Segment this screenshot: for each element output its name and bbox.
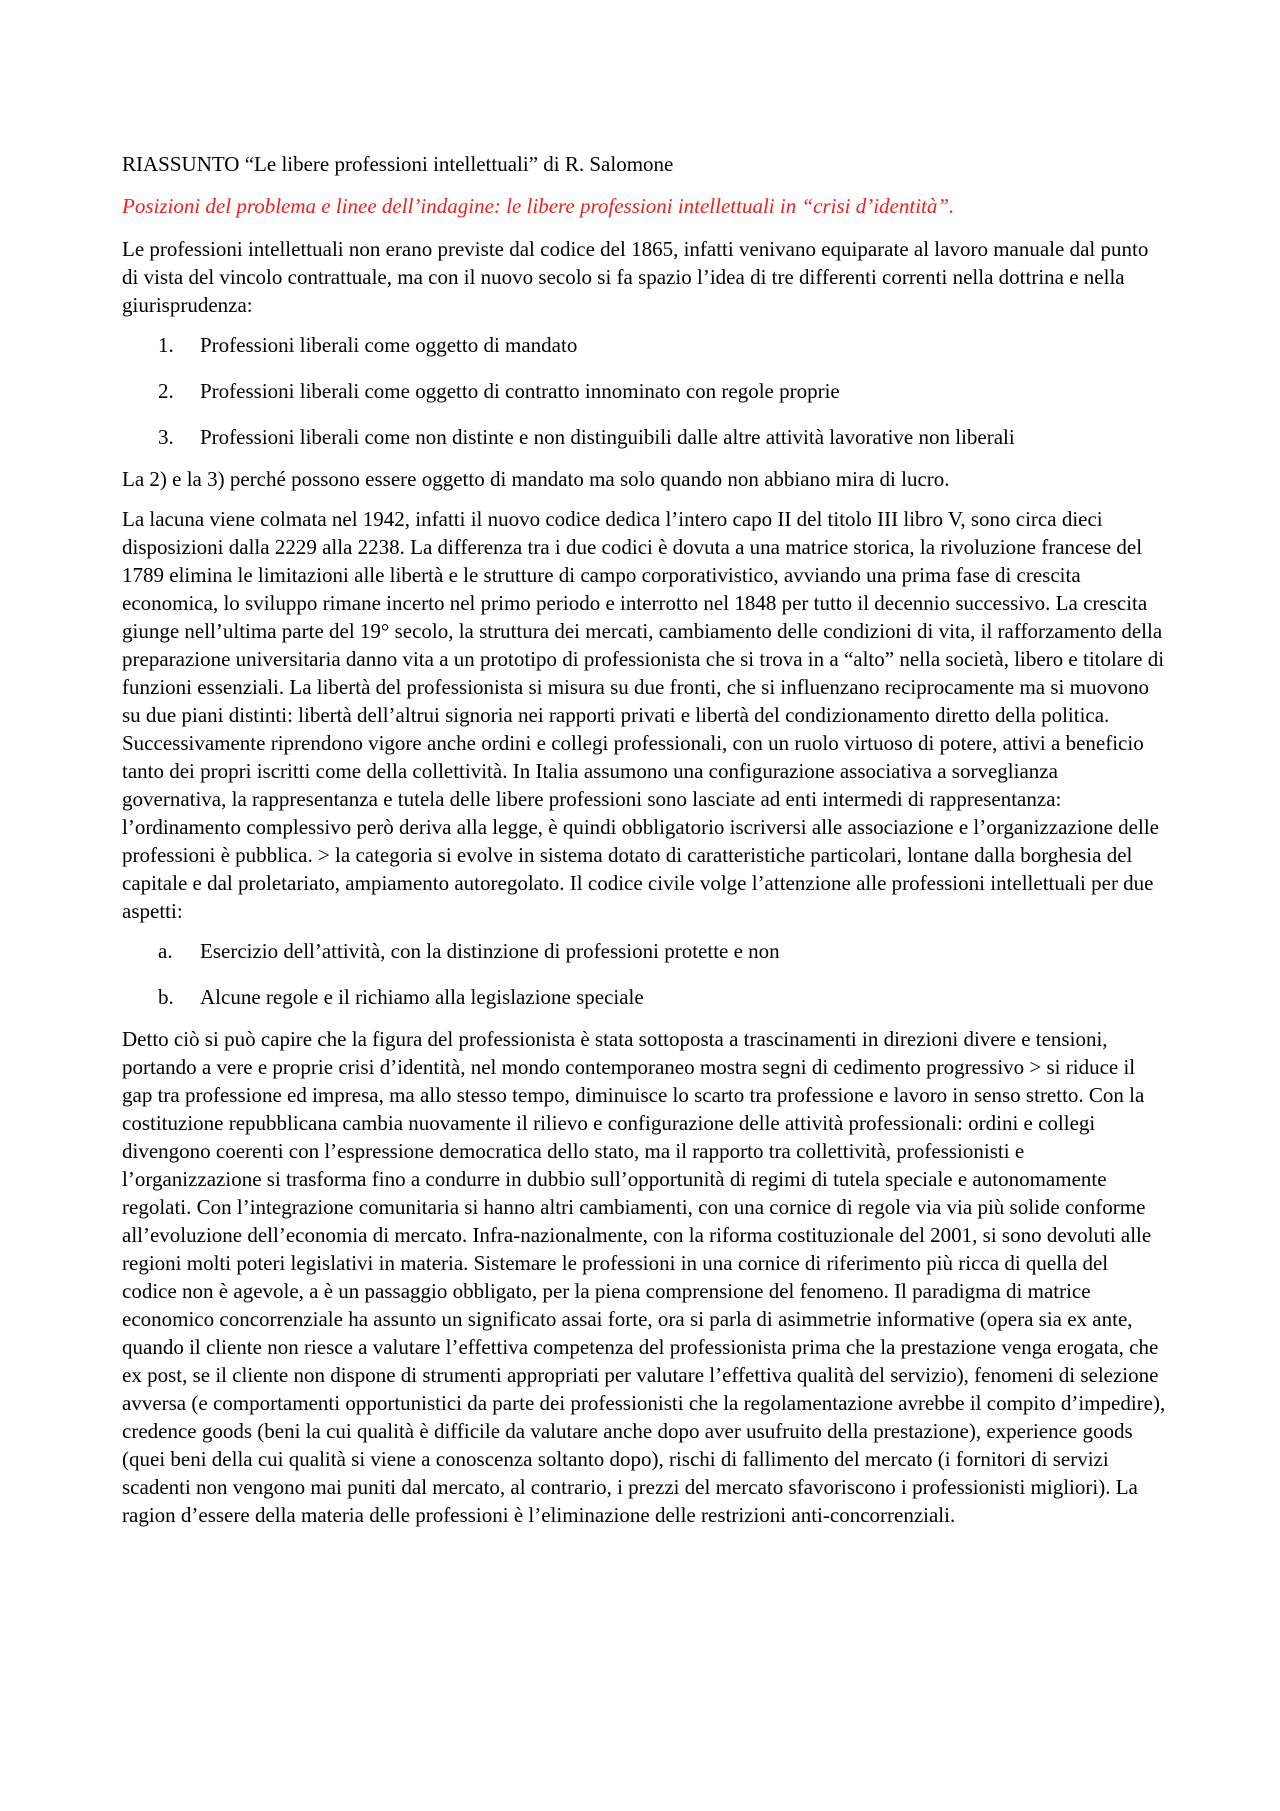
list-item: [122, 937, 1167, 965]
list-item: [122, 331, 1167, 359]
paragraph-history: La lacuna viene colmata nel 1942, infatti il nuovo codice dedica l’intero capo II del titolo III libro V, sono circa dieci disposizioni dalla 2229 alla 2238. La differenza tra i due codici è dovuta a una matrice storica, la rivoluzione francese del 1789 elimina le limitazioni alle libertà e le strutture di campo corporativistico, avviando una prima fase di crescita economica, lo sviluppo rimane incerto nel primo periodo e interrotto nel 1848 per tutto il decennio successivo. La crescita giunge nell’ultima parte del 19° secolo, la struttura dei mercati, cambiamento delle condizioni di vita, il rafforzamento della preparazione universitaria danno vita a un prototipo di professionista che si trova in a “alto” nella società, libero e titolare di funzioni essenziali. La libertà del professionista si misura su due fronti, che si influenzano reciprocamente ma si muovono su due piani distinti: libertà dell’altrui signoria nei rapporti privati e libertà del condizionamento diretto della politica. Successivamente riprendono vigore anche ordini e collegi professionali, con un ruolo virtuoso di potere, attivi a beneficio tanto dei propri iscritti come della collettività. In Italia assumono una configurazione associativa a sorveglianza governativa, la rappresentanza e tutela delle libere professioni sono lasciate ad enti intermedi di rappresentanza: l’ordinamento complessivo però deriva alla legge, è quindi obbligatorio iscriversi alle associazione e l’organizzazione delle professioni è pubblica. > la categoria si evolve in sistema dotato di caratteristiche particolari, lontane dalla borghesia del capitale e dal proletariato, ampiamento autoregolato. Il codice civile volge l’attenzione alle professioni intellettuali per due aspetti:: [122, 507, 1165, 923]
list-marker: a.: [158, 939, 173, 963]
list-item-text: Professioni liberali come oggetto di mandato: [200, 333, 578, 357]
list-item-text: Professioni liberali come oggetto di contratto innominato con regole proprie: [200, 379, 840, 403]
list-marker: 2.: [158, 379, 174, 403]
section-heading: Posizioni del problema e linee dell’indagine: le libere professioni intellettuali in “crisi d’identità”.: [122, 194, 955, 218]
document-page: [122, 150, 1167, 1541]
document-title: RIASSUNTO “Le libere professioni intellettuali” di R. Salomone: [122, 152, 674, 176]
list-marker: b.: [158, 985, 174, 1009]
list-item-text: Esercizio dell’attività, con la distinzione di professioni protette e non: [200, 939, 780, 963]
lettered-list: [122, 937, 1167, 1011]
list-marker: 1.: [158, 333, 174, 357]
list-item: [122, 983, 1167, 1011]
paragraph-conclusion: Detto ciò si può capire che la figura del professionista è stata sottoposta a trascinamenti in direzioni divere e tensioni, portando a vere e proprie crisi d’identità, nel mondo contemporaneo mostra segni di cedimento progressivo > si riduce il gap tra professione ed impresa, ma allo stesso tempo, diminuisce lo scarto tra professione e lavoro in senso stretto. Con la costituzione repubblicana cambia nuovamente il rilievo e configurazione delle attività professionali: ordini e collegi divengono coerenti con l’espressione democratica dello stato, ma il rapporto tra collettività, professionisti e l’organizzazione si trasforma fino a condurre in dubbio sull’opportunità di regimi di tutela speciale e autonomamente regolati. Con l’integrazione comunitaria si hanno altri cambiamenti, con una cornice di regole via via più solide conforme all’evoluzione dell’economia di mercato. Infra-nazionalmente, con la riforma costituzionale del 2001, si sono devoluti alle regioni molti poteri legislativi in materia. Sistemare le professioni in una cornice di riferimento più ricca di quella del codice non è agevole, a è un passaggio obbligato, per la piena comprensione del fenomeno. Il paradigma di matrice economico concorrenziale ha assunto un significato assai forte, ora si parla di asimmetrie informative (opera sia ex ante, quando il cliente non riesce a valutare l’effettiva competenza del professionista prima che la prestazione venga erogata, che ex post, se il cliente non dispone di strumenti appropriati per valutare l’effettiva qualità del servizio), fenomeni di selezione avversa (e comportamenti opportunistici da parte dei professionisti che la regolamentazione avrebbe il compito d’impedire), credence goods (beni la cui qualità è difficile da valutare anche dopo aver usufruito della prestazione), experience goods (quei beni della cui qualità si viene a conoscenza soltanto dopo), rischi di fallimento del mercato (i fornitori di servizi scadenti non vengono mai puniti dal mercato, al contrario, i prezzi del mercato sfavoriscono i professionisti migliori). La ragion d’essere della materia delle professioni è l’eliminazione delle restrizioni anti-concorrenziali.: [122, 1027, 1166, 1527]
list-marker: 3.: [158, 425, 174, 449]
paragraph-note: La 2) e la 3) perché possono essere oggetto di mandato ma solo quando non abbiano mira di lucro.: [122, 467, 950, 491]
list-item-text: Alcune regole e il richiamo alla legislazione speciale: [200, 985, 644, 1009]
numbered-list: [122, 331, 1167, 451]
list-item: [122, 377, 1167, 405]
list-item: [122, 423, 1167, 451]
paragraph-intro: Le professioni intellettuali non erano previste dal codice del 1865, infatti venivano equiparate al lavoro manuale dal punto di vista del vincolo contrattuale, ma con il nuovo secolo si fa spazio l’idea di tre differenti correnti nella dottrina e nella giurisprudenza:: [122, 237, 1149, 317]
list-item-text: Professioni liberali come non distinte e non distinguibili dalle altre attività lavorative non liberali: [200, 425, 1015, 449]
